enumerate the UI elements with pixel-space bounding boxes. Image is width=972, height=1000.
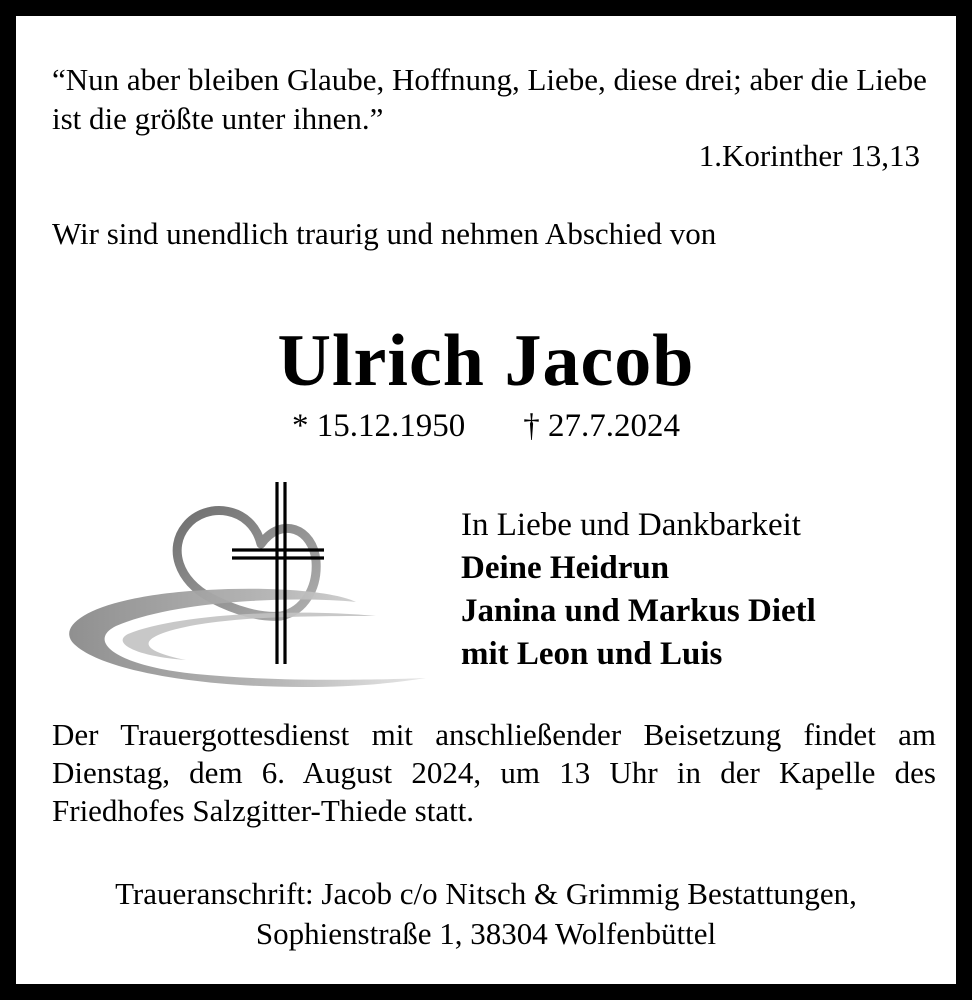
birth-date: * 15.12.1950 (292, 408, 466, 444)
cross-shape (232, 482, 324, 664)
bible-quote: “Nun aber bleiben Glaube, Hoffnung, Liebe, diese drei; aber die Liebe ist die größte unter ihnen.” (52, 62, 927, 136)
swoosh-outer (69, 589, 426, 687)
mourners-line-2: Deine Heidrun (461, 550, 670, 586)
life-dates (16, 406, 956, 446)
funeral-service-info: Der Trauergottesdienst mit anschließender Beisetzung findet am Dienstag, dem 6. August 2024, um 13 Uhr in der Kapelle des Friedhofes Salzgitter-Thiede statt. (52, 717, 936, 828)
swoosh-inner (123, 613, 376, 660)
bible-reference: 1.Korinther 13,13 (698, 138, 920, 173)
mourners-line-3: Janina und Markus Dietl (461, 593, 816, 629)
intro-text: Wir sind unendlich traurig und nehmen Abschied von (52, 216, 717, 251)
address-line-1: Traueranschrift: Jacob c/o Nitsch & Grimmig Bestattungen, (115, 876, 857, 911)
mourners-block (461, 504, 816, 676)
mourners-line-4: mit Leon und Luis (461, 636, 723, 672)
address-line-2: Sophienstraße 1, 38304 Wolfenbüttel (255, 916, 717, 951)
mourners-line-1: In Liebe und Dankbarkeit (461, 507, 801, 543)
mourning-address (16, 874, 956, 954)
death-date: † 27.7.2024 (523, 408, 680, 444)
heart-cross-swoosh-icon (56, 466, 436, 696)
deceased-name: Ulrich Jacob (277, 320, 695, 402)
